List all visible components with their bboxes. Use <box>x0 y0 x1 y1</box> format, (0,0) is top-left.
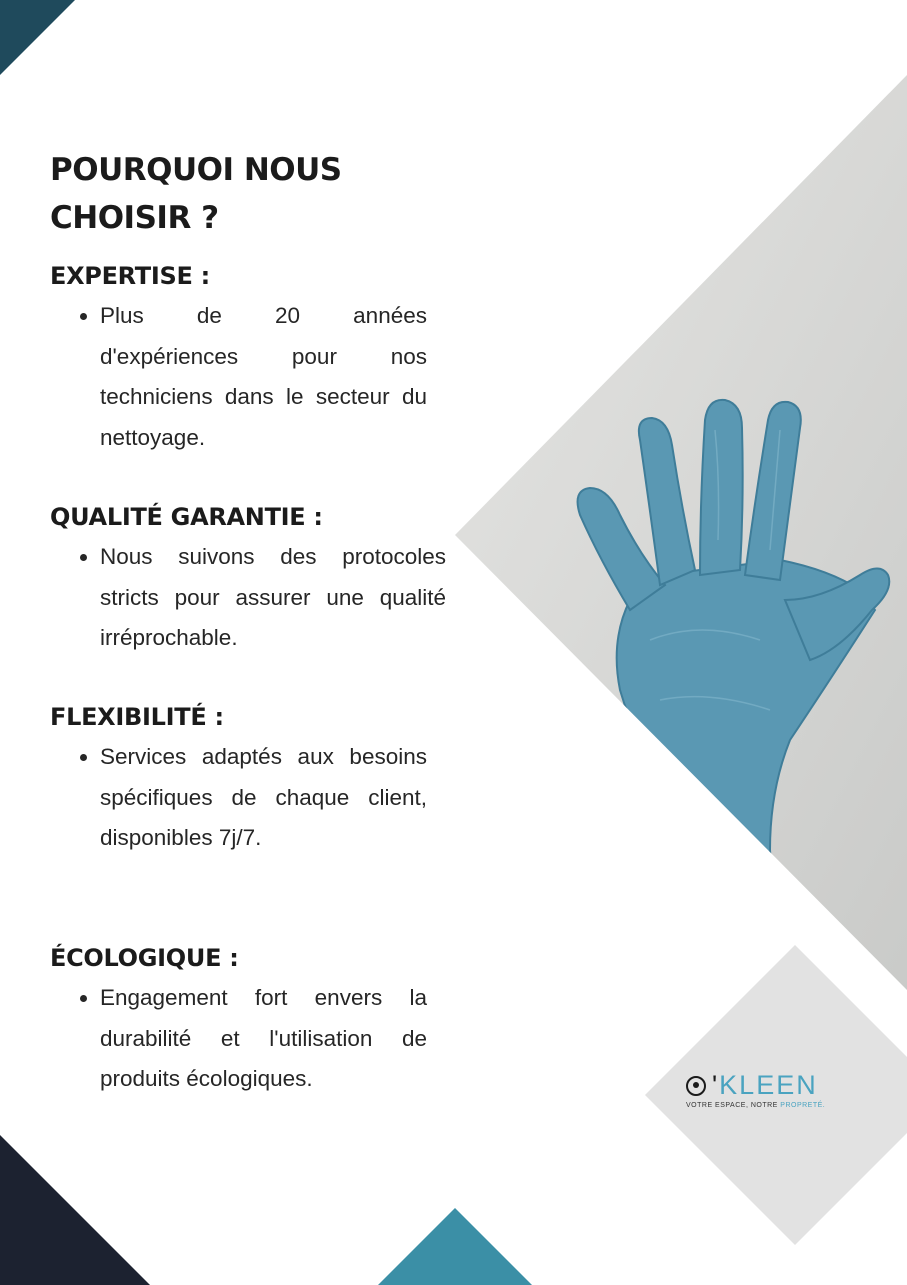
section-qualite <box>50 503 446 659</box>
logo-o-ring-icon <box>686 1076 706 1096</box>
section-bullet: • Nous suivons des protocoles stricts pour assurer une qualité irréprochable. <box>100 537 446 659</box>
section-bullet: • Plus de 20 années d'expériences pour nos techniciens dans le secteur du nettoyage. <box>100 296 427 458</box>
section-heading: ÉCOLOGIQUE : <box>50 944 239 972</box>
logo-tagline <box>686 1102 856 1109</box>
section-heading: QUALITÉ GARANTIE : <box>50 503 323 531</box>
tagline-main: VOTRE ESPACE, NOTRE <box>686 1102 781 1109</box>
section-bullet: • Engagement fort envers la durabilité et l'utilisation de produits écologiques. <box>100 978 427 1100</box>
okleen-logo <box>686 1070 856 1109</box>
logo-rest: LEEN <box>739 1070 818 1100</box>
logo-apostrophe: ' <box>712 1070 720 1100</box>
glove-photo <box>440 60 907 1000</box>
section-heading: EXPERTISE : <box>50 262 210 290</box>
logo-k: K <box>719 1070 740 1100</box>
corner-triangle-bottom-left <box>0 1135 150 1285</box>
corner-triangle-top-left <box>0 0 75 75</box>
section-expertise <box>50 262 427 458</box>
section-heading: FLEXIBILITÉ : <box>50 703 224 731</box>
page-title: POURQUOI NOUS CHOISIR ? <box>50 152 342 236</box>
section-flexibilite <box>50 703 427 859</box>
section-bullet: • Services adaptés aux besoins spécifiques de chaque client, disponibles 7j/7. <box>100 737 427 859</box>
logo-wordmark <box>686 1070 856 1101</box>
bottom-teal-triangle <box>378 1208 532 1285</box>
tagline-highlight: PROPRETÉ. <box>780 1102 826 1109</box>
section-ecologique <box>50 944 427 1100</box>
